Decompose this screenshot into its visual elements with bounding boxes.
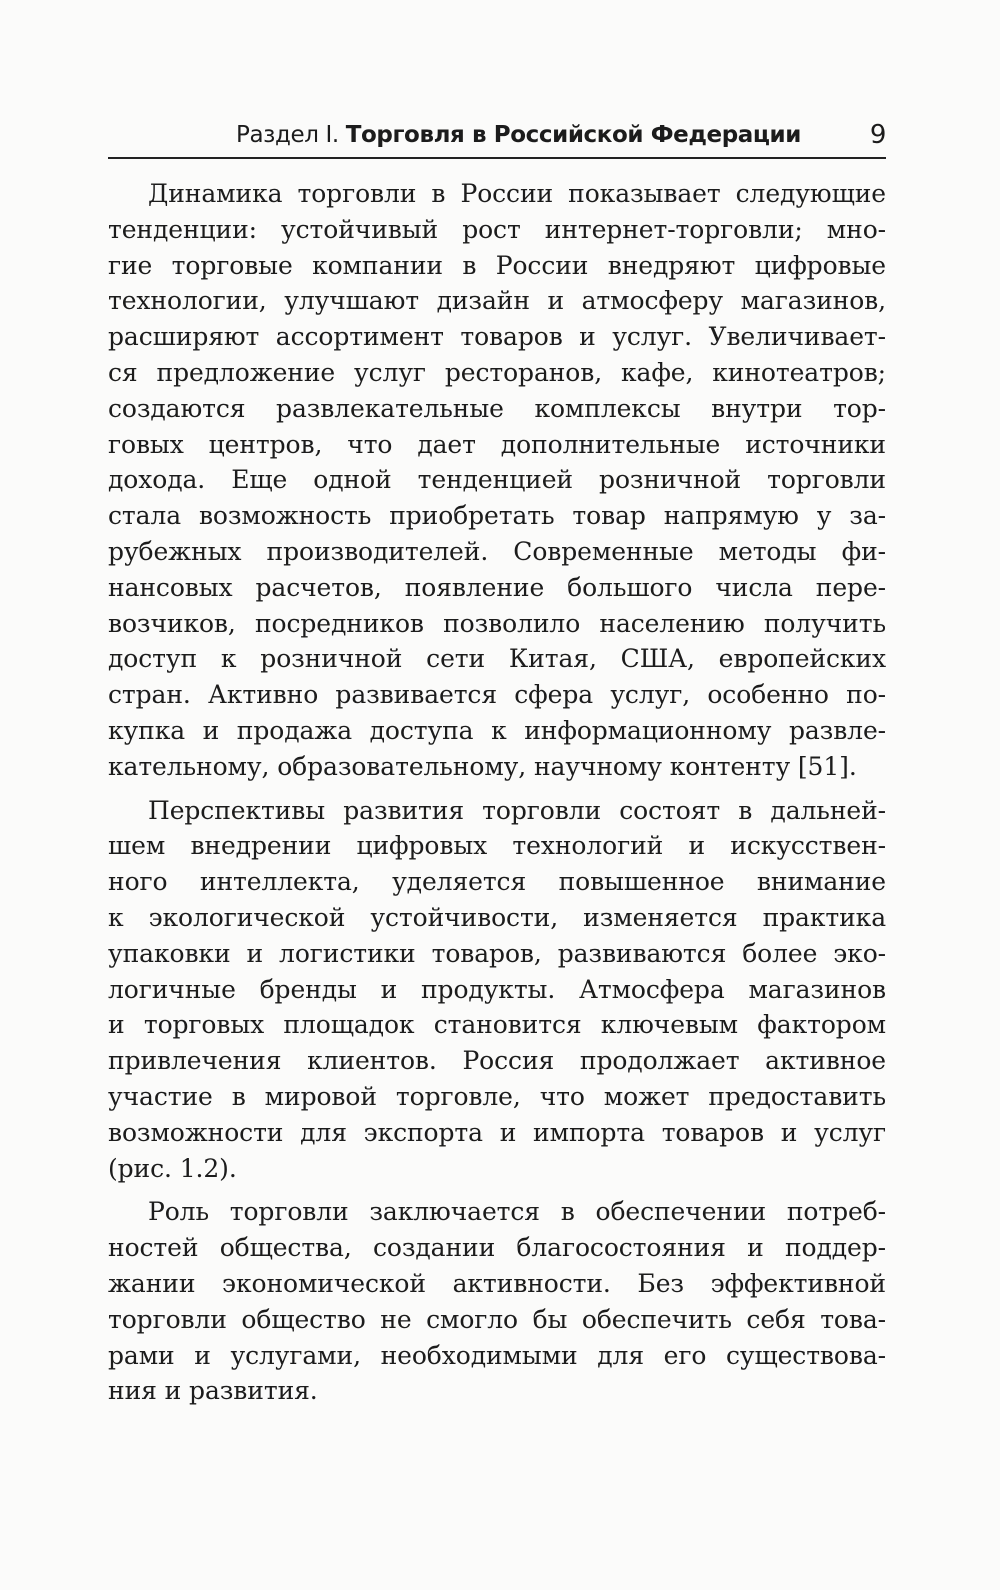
text-line: жании экономической активности. Без эффективной [108,1268,886,1298]
text-line: участие в мировой торговле, что может предоставить [108,1081,886,1111]
text-line: логичные бренды и продукты. Атмосфера магазинов [108,974,886,1004]
text-line: рубежных производителей. Современные методы фи- [108,536,886,566]
text-line: возчиков, посредников позволило населению получить [108,608,886,638]
text-line: дохода. Еще одной тенденцией розничной торговли [108,465,886,495]
text-line: возможности для экспорта и импорта товаров и услуг [108,1117,886,1147]
text-line: стала возможность приобретать товар напрямую у за- [108,501,886,531]
paragraph-2 [108,793,886,1187]
text-line: торговли общество не смогло бы обеспечить себя това- [108,1304,886,1334]
running-head [108,116,886,156]
text-line: создаются развлекательные комплексы внутри тор- [108,393,886,423]
text-line: купка и продажа доступа к информационному развле- [108,715,886,745]
text-line: к экологической устойчивости, изменяется практика [108,902,886,932]
text-line: технологии, улучшают дизайн и атмосферу магазинов, [108,286,886,316]
text-line: доступ к розничной сети Китая, США, европейских [108,644,886,674]
paragraph-3 [108,1194,886,1409]
text-line: рами и услугами, необходимыми для его существова- [108,1340,886,1370]
text-line: (рис. 1.2). [108,1153,237,1183]
section-heading [236,122,801,148]
text-line: Роль торговли заключается в обеспечении потреб- [148,1197,886,1227]
text-line: и торговых площадок становится ключевым фактором [108,1010,886,1040]
text-line: упаковки и логистики товаров, развиваются более эко- [108,938,886,968]
text-line: шем внедрении цифровых технологий и искусствен- [108,831,886,861]
text-line: тенденции: устойчивый рост интернет-торговли; мно- [108,214,886,244]
body-text [108,176,886,1417]
text-line: ния и развития. [108,1376,318,1406]
text-line: стран. Активно развивается сфера услуг, особенно по- [108,680,886,710]
header-divider [108,157,886,159]
text-line: гие торговые компании в России внедряют цифровые [108,250,886,280]
text-line: ностей общества, создании благосостояния и поддер- [108,1233,886,1263]
text-line: кательному, образовательному, научному контенту [51]. [108,751,857,781]
text-line: ного интеллекта, уделяется повышенное внимание [108,867,886,897]
page-number: 9 [869,120,886,150]
text-line: расширяют ассортимент товаров и услуг. Увеличивает- [108,322,886,352]
section-title: Торговля в Российской Федерации [345,122,801,148]
text-line: привлечения клиентов. Россия продолжает активное [108,1046,886,1076]
text-line: ся предложение услуг ресторанов, кафе, кинотеатров; [108,357,886,387]
text-line: нансовых расчетов, появление большого числа пере- [108,572,886,602]
text-line: Перспективы развития торговли состоят в дальней- [148,795,886,825]
paragraph-1 [108,176,886,785]
text-line: Динамика торговли в России показывает следующие [148,179,886,208]
text-line: говых центров, что дает дополнительные источники [108,429,886,459]
section-label: Раздел I. [236,122,339,148]
